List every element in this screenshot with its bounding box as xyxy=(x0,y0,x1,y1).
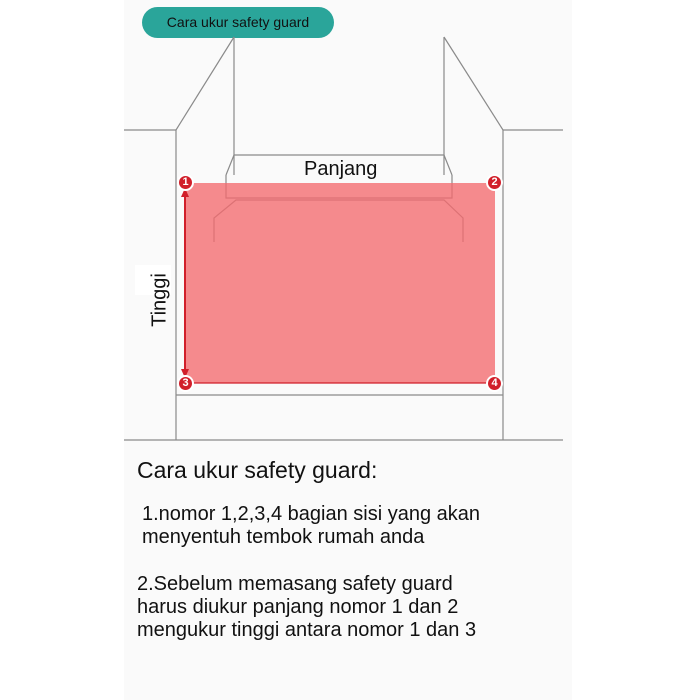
instruction-1 xyxy=(142,503,480,549)
instruction-2-line-1: 2.Sebelum memasang safety guard xyxy=(137,573,453,595)
instruction-2-line-3: mengukur tinggi antara nomor 1 dan 3 xyxy=(137,619,477,641)
corner-marker-2: 2 xyxy=(486,174,503,191)
height-label: Tinggi xyxy=(148,273,171,327)
wall-line xyxy=(444,37,503,130)
corner-marker-4: 4 xyxy=(486,375,503,392)
title-pill: Cara ukur safety guard xyxy=(142,7,334,38)
instruction-2-line-2: harus diukur panjang nomor 1 dan 2 xyxy=(137,596,459,618)
corner-marker-3: 3 xyxy=(177,375,194,392)
instructions-heading: Cara ukur safety guard: xyxy=(137,457,378,483)
wall-line xyxy=(176,37,234,130)
length-label: Panjang xyxy=(304,158,378,180)
instruction-1-line-2: menyentuh tembok rumah anda xyxy=(142,526,425,548)
corner-marker-1: 1 xyxy=(177,174,194,191)
instruction-2 xyxy=(137,573,476,642)
instruction-1-line-1: 1.nomor 1,2,3,4 bagian sisi yang akan xyxy=(142,503,480,525)
measure-area xyxy=(185,183,495,383)
